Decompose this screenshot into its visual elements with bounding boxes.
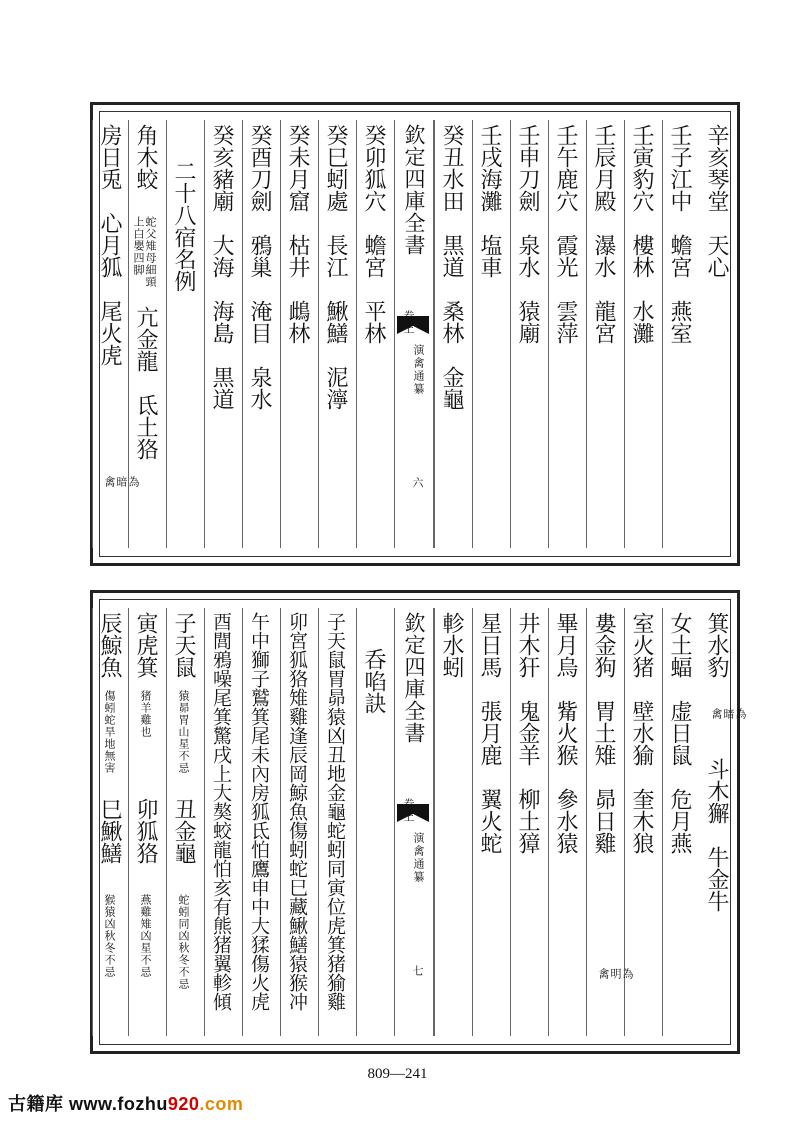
column-text: 壬子江中 蟾宮 燕室 [667, 124, 692, 344]
text-column [92, 120, 140, 548]
text-column [242, 608, 275, 1036]
watermark-prefix: 古籍库 www.fozhu [8, 1094, 168, 1114]
spine-title: 欽定四庫全書 [402, 612, 426, 744]
column-text: 酉閭鴉噪尾箕驚戌上大獒蛟龍怕亥有熊猪翼軫傾 [210, 612, 232, 1011]
text-column [318, 120, 351, 548]
column-text: 癸巳蚓處 長江 鰍鱔 泥濘 [323, 124, 348, 410]
annotation-note: 傷蚓蛇旱地無害 [103, 690, 116, 774]
text-column [586, 608, 634, 1036]
column-text: 癸丑水田 黒道 桑林 金龜 [439, 124, 464, 410]
text-column [92, 608, 125, 1036]
text-column [662, 120, 695, 548]
annotation-note: 為 暗 禽 [710, 708, 747, 720]
column-text: 辰鯨魚 [97, 612, 122, 678]
column-text: 井木犴 鬼金羊 柳土獐 [515, 612, 540, 854]
text-column [434, 120, 467, 548]
spine-folio: 六 [411, 477, 424, 488]
column-text: 畢月烏 觜火猴 參水猿 [553, 612, 578, 854]
text-column [624, 120, 657, 548]
watermark-suffix: .com [199, 1094, 244, 1114]
column-text: 亢金龍 氐土狢 [133, 306, 158, 460]
column-text: 軫水蚓 [439, 612, 464, 678]
column-text: 箕水豹 [704, 612, 729, 678]
annotation-note: 為 明 禽 [597, 968, 634, 980]
text-column [242, 120, 275, 548]
text-column [472, 120, 505, 548]
spine-title: 欽定四庫全書 [402, 124, 426, 256]
annotation-note: 猿昴胃山星不忌 [177, 690, 190, 774]
column-text: 角木蛟 [133, 124, 158, 190]
text-column [700, 608, 747, 1036]
annotation-note: 蛇蚓同凶秋冬不忌 [177, 894, 190, 990]
spine-subtitle: 演禽通纂 [412, 832, 425, 884]
annotation-note: 猪羊雞也 [139, 690, 152, 738]
text-column [204, 120, 237, 548]
text-column [586, 120, 619, 548]
column-text: 癸亥豬廟 大海 海島 黒道 [209, 124, 234, 410]
column-text: 子天鼠 [171, 612, 196, 678]
column-text: 女土蝠 虚日鼠 危月燕 [667, 612, 692, 854]
text-column [510, 120, 543, 548]
spine-folio: 七 [411, 965, 424, 976]
text-column [700, 120, 732, 548]
text-column [166, 608, 199, 1036]
column-text: 癸未月窟 枯井 䳄林 [285, 124, 310, 344]
column-text: 子天鼠胃昴猿凶丑地金龜蛇蚓同寅位虎箕猪㺄雞 [324, 612, 346, 1011]
column-text: 癸酉刀劍 鴉巢 淹目 泉水 [247, 124, 272, 410]
text-column [280, 120, 313, 548]
column-text: 房日兎 心月狐 尾火虎 [97, 124, 122, 366]
bottom-page [90, 590, 747, 1054]
column-text: 寅虎箕 [133, 612, 158, 678]
site-watermark[interactable] [8, 1090, 308, 1116]
text-column [434, 608, 467, 1036]
column-text: 婁金狗 胃土雉 昴日雞 [591, 612, 616, 854]
spine [394, 120, 434, 548]
column-text: 卯狐狢 [133, 798, 158, 864]
text-column [318, 608, 351, 1036]
spine [394, 608, 434, 1036]
column-text: 壬戌海灘 塩車 [477, 124, 502, 278]
text-column [280, 608, 313, 1036]
spine-subtitle: 演禽通纂 [412, 344, 425, 396]
annotation-note: 蛇父雉母細頸 上白嬰四脚 [132, 216, 157, 288]
column-text: 壬午鹿穴 霞光 雲萍 [553, 124, 578, 344]
text-column [356, 120, 389, 548]
text-column [204, 608, 237, 1036]
column-text: 星日馬 張月鹿 翼火蛇 [477, 612, 502, 854]
watermark-digits: 920 [167, 1094, 200, 1114]
text-column [662, 608, 695, 1036]
spine-juan: 卷上 [402, 798, 415, 824]
text-column [548, 120, 581, 548]
text-column [510, 608, 543, 1036]
column-text: 午中獅子鷲箕尾未內房狐氐怕鷹申中大猱傷火虎 [248, 612, 270, 1011]
column-text: 巳鰍鱔 [97, 798, 122, 864]
section-heading: 二十八宿名例 [171, 160, 196, 292]
top-page-frame [99, 111, 731, 557]
annotation-note: 為 暗 禽 [103, 476, 140, 488]
column-text: 壬寅豹穴 樓林 水灘 [629, 124, 654, 344]
section-heading: 呑啗訣 [361, 648, 386, 714]
top-page [90, 102, 740, 566]
column-text: 壬辰月殿 瀑水 龍宮 [591, 124, 616, 344]
text-column [128, 608, 161, 1036]
annotation-note: 猴猿凶秋冬不忌 [103, 894, 116, 978]
bottom-page-frame [97, 599, 747, 1045]
column-text: 癸卯狐穴 蟾宮 平林 [361, 124, 386, 344]
text-column [548, 608, 581, 1036]
text-column [472, 608, 505, 1036]
heading-column [166, 120, 199, 548]
heading-column [356, 608, 389, 1036]
page-number: 809—241 [367, 1066, 428, 1082]
column-text: 室火猪 壁水㺄 奎木狼 [629, 612, 654, 854]
annotation-note: 燕雞雉凶星不忌 [139, 894, 152, 978]
column-text: 辛亥琴堂 天心 [704, 124, 729, 278]
column-text: 斗木獬 牛金牛 [704, 758, 729, 912]
column-text: 丑金龜 [171, 798, 196, 864]
column-text: 壬申刀劍 泉水 猿廟 [515, 124, 540, 344]
column-text: 卯宮狐狢雉雞逢辰岡鯨魚傷蚓蛇巳藏鰍鱔猿猴冲 [286, 612, 308, 1011]
spine-juan: 卷上 [402, 310, 415, 336]
